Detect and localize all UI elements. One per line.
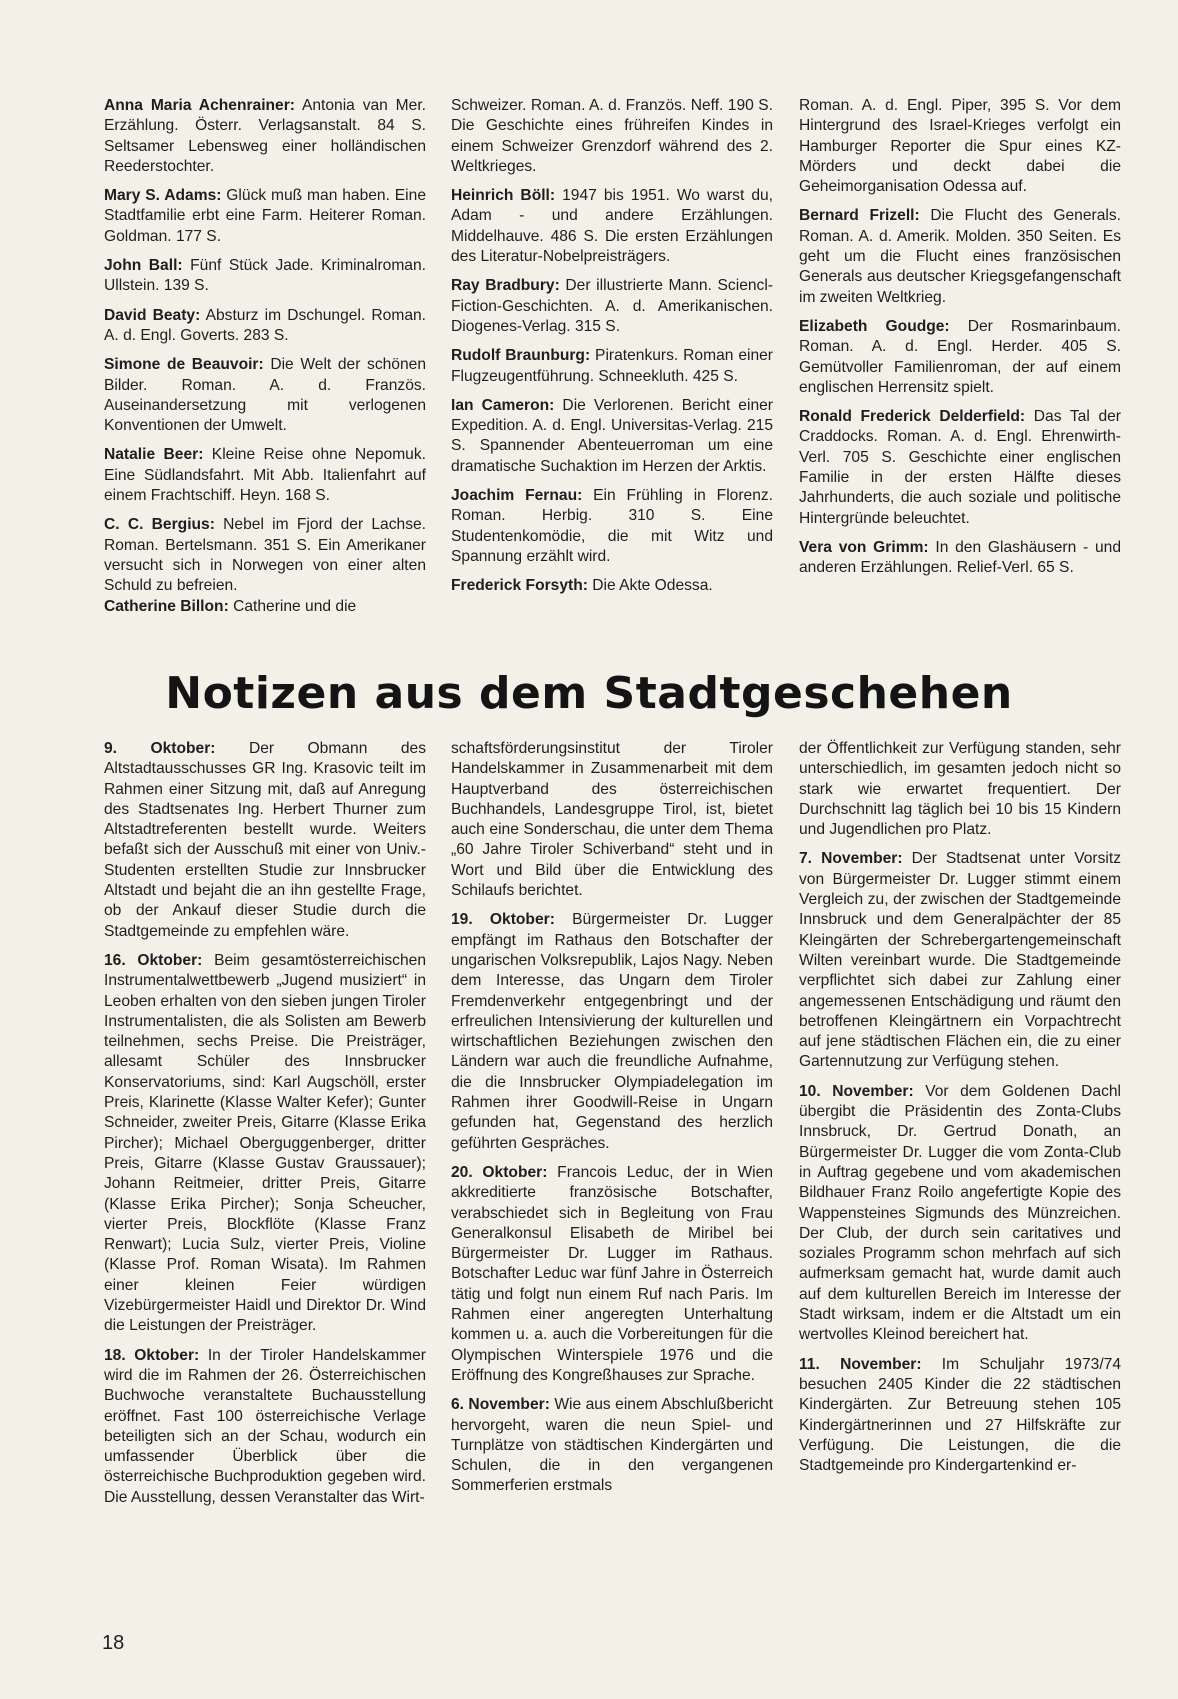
note-entry <box>799 1082 1121 1346</box>
book-author: Joachim Fernau: <box>451 487 583 505</box>
book-author: Rudolf Braunburg: <box>451 347 591 365</box>
book-entry <box>799 538 1121 579</box>
book-entry <box>451 396 773 477</box>
book-column-3 <box>799 96 1121 588</box>
book-author: Simone de Beauvoir: <box>104 356 264 374</box>
notes-column-1 <box>104 739 426 1517</box>
book-entry <box>799 206 1121 307</box>
note-date: 16. Oktober: <box>104 951 203 969</box>
book-entry <box>799 407 1121 529</box>
note-text: Der Stadtsenat unter Vorsitz von Bürgermeister Dr. Lugger stimmt einem Vergleich zu, der zwischen der Stadtgemeinde Innsbruck und dem Generalpächter der 85 Kleingärten der Schrebergartengemeinschaft Wilten vereinbart wurde. Die Stadtgemeinde verpflichtet sich dabei zur Zahlung einer angemessenen Entschädigung und räumt den betroffenen Kleingärtnern ein Vorpachtrecht auf jene städtischen Flächen ein, die zu einer Gartennutzung zur Verfügung stehen. <box>799 850 1121 1071</box>
note-entry <box>799 1355 1121 1477</box>
book-entry <box>104 515 426 596</box>
book-author: Natalie Beer: <box>104 446 204 464</box>
book-text: Die Welt der schönen Bilder. Roman. A. d. Französ. Auseinandersetzung mit verlogenen Konventionen der Umwelt. <box>104 356 426 435</box>
note-text: In der Tiroler Handelskammer wird die im Rahmen der 26. Österreichischen Buchwoche veranstaltete Buchausstellung eröffnet. Fast 100 österreichische Verlage beteiligten sich an der Schau, wodurch ein umfassender Überblick über die österreichische Buchproduktion gegeben wird. Die Ausstellung, dessen Veranstalter das Wirt- <box>104 1346 426 1506</box>
book-author: David Beaty: <box>104 306 201 324</box>
book-text: In den Glashäusern - und anderen Erzählungen. Relief-Verl. 65 S. <box>799 538 1122 577</box>
book-text: Nebel im Fjord der Lachse. Roman. Bertelsmann. 351 S. Ein Amerikaner versucht sich in Norwegen von einer alten Schuld zu befreien. <box>104 516 426 595</box>
note-entry <box>451 739 773 901</box>
note-entry <box>451 1395 773 1496</box>
book-entry <box>451 486 773 567</box>
book-text: Glück muß man haben. Eine Stadtfamilie erbt eine Farm. Heiterer Roman. Goldman. 177 S. <box>104 187 426 245</box>
note-date: 11. November: <box>799 1355 922 1373</box>
note-text: Im Schuljahr 1973/74 besuchen 2405 Kinder die 22 städtischen Kindergärten. Zur Betreuung stehen 105 Kindergärtnerinnen und 27 Hilfskräfte zur Verfügung. Die Leistungen, die die Stadtgemeinde pro Kindergartenkind er- <box>799 1355 1121 1475</box>
note-date: 10. November: <box>799 1082 914 1100</box>
book-entry <box>451 186 773 267</box>
book-entry <box>451 96 773 177</box>
book-author: Anna Maria Achenrainer: <box>104 97 295 114</box>
book-text: Piratenkurs. Roman einer Flugzeugentführung. Schneekluth. 425 S. <box>451 347 773 385</box>
book-text: Absturz im Dschungel. Roman. A. d. Engl. Goverts. 283 S. <box>104 306 427 344</box>
book-author: John Ball: <box>104 257 183 275</box>
book-column-2 <box>451 96 773 606</box>
note-text: Vor dem Goldenen Dachl übergibt die Präsidentin des Zonta-Clubs Innsbruck, Dr. Gertrud Donath, an Bürgermeister Dr. Lugger die vom Zonta-Club in Auftrag gegebene und vom akademischen Bildhauer Franz Roilo angefertigte Kopie des Wappensteines Sigmunds des Münzreichen. Der Club, der durch sein caritatives und soziales Programm schon mehrfach auf sich aufmerksam gemacht hat, wurde damit auch auf dem kulturellen Bereich im Interesse der Stadt wirksam, indem er die Altstadt um ein wertvolles Kleinod bereichert hat. <box>799 1082 1122 1344</box>
book-entry <box>451 346 773 387</box>
book-author: Vera von Grimm: <box>799 538 929 556</box>
book-text: Schweizer. Roman. A. d. Französ. Neff. 190 S. Die Geschichte eines frühreifen Kindes in einem Schweizer Grenzdorf während des 2. Weltkrieges. <box>451 97 773 175</box>
book-text: Ein Frühling in Florenz. Roman. Herbig. 310 S. Eine Studentenkomödie, die mit Witz und Spannung erzählt wird. <box>451 487 774 565</box>
book-entry <box>799 96 1121 197</box>
book-entry <box>104 186 426 247</box>
note-entry <box>799 849 1121 1072</box>
note-date: 6. November: <box>451 1396 550 1414</box>
page-headline: Notizen aus dem Stadtgeschehen <box>165 668 1013 719</box>
note-text: Beim gesamtösterreichischen Instrumentalwettbewerb „Jugend musiziert“ in Leoben erhalten von den sieben jungen Tiroler Instrumentalisten, die als Solisten am Bewerb teilnehmen, sechs Preise. Die Preisträger, allesamt Schüler des Innsbrucker Konservatoriums, sind: Karl Augschöll, erster Preis, Klarinette (Klasse Walter Kefer); Gunter Schneider, zweiter Preis, Gitarre (Klasse Erika Pircher); Michael Oberguggenberger, dritter Preis, Gitarre (Klasse Gustav Graussauer); Johann Reitmeier, dritter Preis, Gitarre (Klasse Erika Pircher); Sonja Scheucher, vierter Preis, Blockflöte (Klasse Franz Renwart); Lucia Sulz, vierter Preis, Violine (Klasse Prof. Roman Wisata). Im Rahmen einer kleinen Feier würdigen Vizebürgermeister Haidl und Direktor Dr. Wind die Leistungen der Preisträger. <box>104 951 426 1335</box>
book-author: Frederick Forsyth: <box>451 577 588 595</box>
book-text: Kleine Reise ohne Nepomuk. Eine Südlandsfahrt. Mit Abb. Italienfahrt auf einem Frachtschiff. Heyn. 168 S. <box>104 446 426 505</box>
note-entry <box>104 951 426 1337</box>
book-text: Die Verlorenen. Bericht einer Expedition. A. d. Engl. Universitas-Verlag. 215 S. Spannender Abenteuerroman um eine dramatische Suchaktion im Herzen der Arktis. <box>451 396 773 475</box>
note-text: der Öffentlichkeit zur Verfügung standen, sehr unterschiedlich, im gesamten jedoch nicht so stark wie erwartet frequentiert. Der Durchschnitt lag täglich bei 10 bis 15 Kindern und Jugendlichen pro Platz. <box>799 740 1121 839</box>
book-author: Mary S. Adams: <box>104 187 222 205</box>
book-author: Elizabeth Goudge: <box>799 317 950 335</box>
book-author: Catherine Billon: <box>104 597 229 615</box>
notes-column-2 <box>451 739 773 1506</box>
book-entry <box>104 306 426 347</box>
note-entry <box>451 910 773 1154</box>
book-text: Die Flucht des Generals. Roman. A. d. Amerik. Molden. 350 Seiten. Es geht um die Flucht eines französischen Generals aus deutscher Kriegsgefangenschaft im zweiten Weltkrieg. <box>799 207 1121 306</box>
book-entry <box>799 317 1121 398</box>
note-date: 9. Oktober: <box>104 740 216 757</box>
note-entry <box>799 739 1121 840</box>
book-text: Der illustrierte Mann. Sciencl-Fiction-Geschichten. A. d. Amerikanischen. Diogenes-Verlag. 315 S. <box>451 277 773 335</box>
book-author: Bernard Frizell: <box>799 207 920 225</box>
note-entry <box>451 1163 773 1386</box>
book-author: Ian Cameron: <box>451 396 555 414</box>
book-text: Roman. A. d. Engl. Piper, 395 S. Vor dem Hintergrund des Israel-Krieges verfolgt ein Hamburger Reporter die Spur eines KZ-Mörders und deckt dabei die Geheimorganisation Odessa auf. <box>799 97 1121 196</box>
book-author: C. C. Bergius: <box>104 516 215 534</box>
note-text: schaftsförderungsinstitut der Tiroler Handelskammer in Zusammenarbeit mit dem Hauptverband des österreichischen Buchhandels, Landesgruppe Tirol, ist, bietet auch eine Sonderschau, die unter dem Thema „60 Jahre Tiroler Schiverband“ steht und in Wort und Bild über die Entwicklung des Schilaufs berichtet. <box>451 740 773 900</box>
note-date: 7. November: <box>799 850 903 868</box>
book-entry <box>104 96 426 177</box>
book-author: Heinrich Böll: <box>451 187 556 205</box>
note-text: Wie aus einem Abschlußbericht hervorgeht, waren die neun Spiel- und Turnplätze von städtischen Kindergärten und Schulen, die in den vergangenen Sommerferien erstmals <box>451 1396 773 1495</box>
note-entry <box>104 1346 426 1508</box>
book-entry <box>104 445 426 506</box>
book-text: Die Akte Odessa. <box>587 577 713 595</box>
book-text: Fünf Stück Jade. Kriminalroman. Ullstein. 139 S. <box>104 257 426 295</box>
book-text: Das Tal der Craddocks. Roman. A. d. Engl. Ehrenwirth-Verl. 705 S. Geschichte einer englischen Familie in der ersten Hälfte dieses Jahrhunderts, die auch soziale und politische Hintergründe beleuchtet. <box>799 408 1122 527</box>
book-entry <box>451 276 773 337</box>
note-entry <box>104 739 426 942</box>
note-text: Francois Leduc, der in Wien akkreditierte französische Botschafter, verabschiedet sich in Begleitung von Frau Generalkonsul Elisabeth de Miribel bei Bürgermeister Dr. Lugger im Rathaus. Botschafter Leduc war fünf Jahre in Österreich tätig und folgt nun einem Ruf nach Paris. Im Rahmen einer angeregten Unterhaltung kommen u. a. auch die Vorbereitungen für die Olympischen Winterspiele 1976 und die Eröffnung des Kongreßhauses zur Sprache. <box>451 1163 773 1384</box>
book-text: 1947 bis 1951. Wo warst du, Adam - und andere Erzählungen. Middelhauve. 486 S. Die ersten Erzählungen des Literatur-Nobelpreisträgers. <box>451 187 773 266</box>
book-author: Ronald Frederick Delderfield: <box>799 408 1026 426</box>
book-column-1 <box>104 96 426 626</box>
book-text: Der Rosmarinbaum. Roman. A. d. Engl. Herder. 405 S. Gemütvoller Familienroman, der auf einem englischen Herrensitz spielt. <box>799 317 1121 396</box>
book-entry <box>451 576 773 596</box>
page-number: 18 <box>102 1632 125 1654</box>
note-date: 18. Oktober: <box>104 1346 200 1364</box>
book-author: Ray Bradbury: <box>451 277 560 295</box>
book-text: Catherine und die <box>228 597 357 615</box>
note-text: Der Obmann des Altstadtausschusses GR Ing. Krasovic teilt im Rahmen einer Sitzung mit, daß auf Anregung des Stadtsenates Ing. Herbert Thurner zum Altstadtreferenten bestellt wurde. Weiters befaßt sich der Ausschuß mit einer von Univ.-Studenten erstellten Studie zur Innsbrucker Altstadt und bejaht die an ihn gestellte Frage, ob der Ankauf dieser Studie durch die Stadtgemeinde zu empfehlen wäre. <box>104 740 426 940</box>
note-date: 19. Oktober: <box>451 911 555 929</box>
note-text: Bürgermeister Dr. Lugger empfängt im Rathaus den Botschafter der ungarischen Volksrepublik, Lajos Nagy. Neben dem Interesse, das Ungarn dem Tiroler Fremdenverkehr entgegenbringt und der erfreulichen Intensivierung der kulturellen und wirtschaftlichen Beziehungen zwischen den Ländern war auch die freundliche Aufnahme, die die Innsbrucker Olympiadelegation im Rahmen ihrer Goodwill-Reise in Ungarn gefunden hat, Gegenstand des herzlich geführten Gespräches. <box>451 911 773 1152</box>
book-entry <box>104 256 426 297</box>
book-entry <box>104 597 426 617</box>
note-date: 20. Oktober: <box>451 1163 548 1181</box>
book-entry <box>104 355 426 436</box>
notes-column-3 <box>799 739 1121 1485</box>
book-text: Antonia van Mer. Erzählung. Österr. Verlagsanstalt. 84 S. Seltsamer Lebensweg einer holländischen Reederstochter. <box>104 97 426 175</box>
